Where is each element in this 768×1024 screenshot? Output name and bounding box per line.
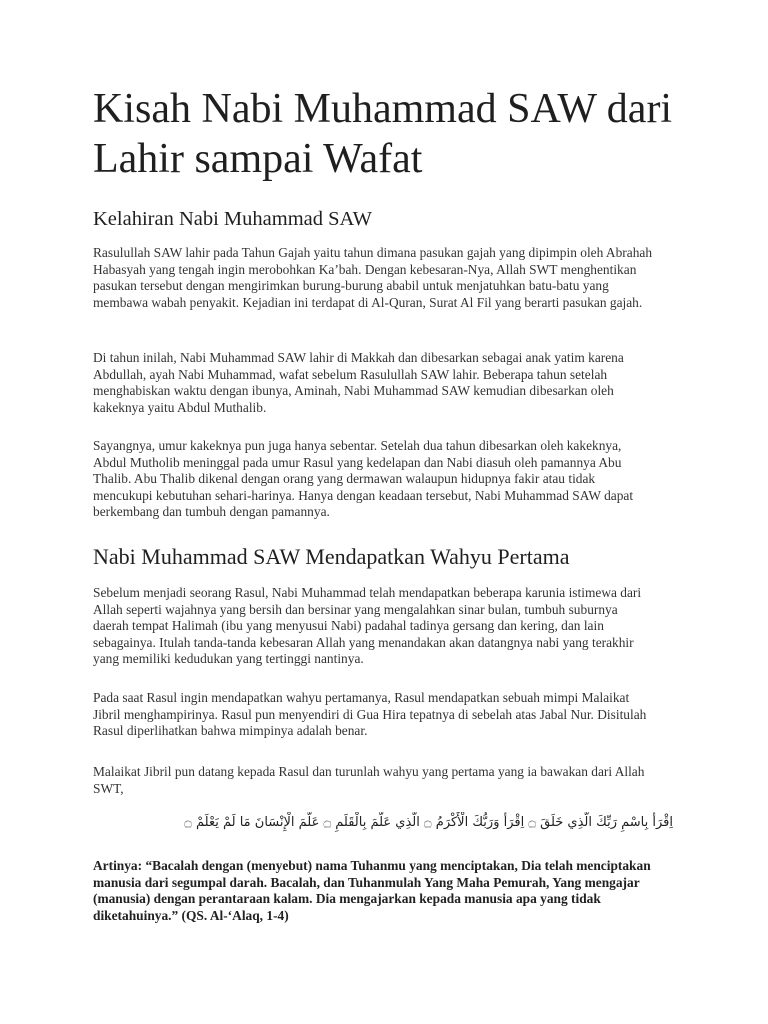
- paragraph: Sayangnya, umur kakeknya pun juga hanya sebentar. Setelah dua tahun dibesarkan oleh kakeknya, Abdul Mutholib meninggal pada umur Rasul yang kedelapan dan Nabi diasuh oleh pamannya Abu Thalib. Abu Thalib dikenal dengan orang yang dermawan walaupun hidupnya fakir atau tidak mencukupi kebutuhan sehari-harinya. Hanya dengan keadaan tersebut, Nabi Muhammad SAW dapat berkembang dan tumbuh dengan pamannya.: [93, 438, 634, 519]
- verse-translation: Artinya: “Bacalah dengan (menyebut) nama Tuhanmu yang menciptakan, Dia telah menciptakan manusia dari segumpal darah. Bacalah, dan Tuhanmulah Yang Maha Pemurah, Yang mengajar (manusia) dengan perantaraan kalam. Dia mengajarkan kepada manusia apa yang tidak diketahuinya.” (QS. Al-‘Alaq, 1-4): [93, 858, 651, 923]
- section-heading-wahyu-pertama: Nabi Muhammad SAW Mendapatkan Wahyu Pertama: [93, 544, 570, 569]
- paragraph: Malaikat Jibril pun datang kepada Rasul dan turunlah wahyu yang pertama yang ia bawakan dari Allah SWT,: [93, 764, 645, 796]
- document-title: Kisah Nabi Muhammad SAW dari Lahir sampai Wafat: [93, 86, 673, 182]
- paragraph: Rasulullah SAW lahir pada Tahun Gajah yaitu tahun dimana pasukan gajah yang dipimpin oleh Abrahah Habasyah yang tengah ingin merobohkan Ka’bah. Dengan kebesaran-Nya, Allah SWT menghentikan pasukan tersebut dengan mengirimkan burung-burung ababil untuk menjatuhkan batu-batu yang membawa wabah penyakit. Kejadian ini terdapat di Al-Quran, Surat Al Fil yang berarti pasukan gajah.: [93, 245, 653, 310]
- paragraph: Di tahun inilah, Nabi Muhammad SAW lahir di Makkah dan dibesarkan sebagai anak yatim karena Abdullah, ayah Nabi Muhammad, wafat sebelum Rasulullah SAW lahir. Beberapa tahun setelah menghabiskan waktu dengan ibunya, Aminah, Nabi Muhammad SAW kemudian dibesarkan oleh kakeknya yaitu Abdul Muthalib.: [93, 350, 624, 415]
- arabic-verse: اِقْرَأْ بِاسْمِ رَبِّكَ الَّذِي خَلَقَ ۝ اِقْرَأْ وَرَبُّكَ الْأَكْرَمُ ۝ الَّذِي عَلَّمَ بِالْقَلَمِ ۝ عَلَّمَ الْإِنْسَانَ مَا لَمْ يَعْلَمْ ۝: [184, 815, 673, 830]
- paragraph: Sebelum menjadi seorang Rasul, Nabi Muhammad telah mendapatkan beberapa karunia istimewa dari Allah seperti wajahnya yang bersih dan bersinar yang mengalahkan sinar bulan, tumbuh suburnya daerah tempat Halimah (ibu yang menyusui Nabi) padahal tadinya gersang dan kering, dan lain sebagainya. Itulah tanda-tanda kebesaran Allah yang menandakan akan datangnya nabi yang terakhir yang memiliki kedudukan yang tertinggi nantinya.: [93, 585, 642, 666]
- section-heading-kelahiran: Kelahiran Nabi Muhammad SAW: [93, 208, 373, 230]
- paragraph: Pada saat Rasul ingin mendapatkan wahyu pertamanya, Rasul mendapatkan sebuah mimpi Malaikat Jibril menghampirinya. Rasul pun menyendiri di Gua Hira tepatnya di sebelah atas Jabal Nur. Disitulah Rasul diperlihatkan bahwa mimpinya adalah benar.: [93, 690, 647, 738]
